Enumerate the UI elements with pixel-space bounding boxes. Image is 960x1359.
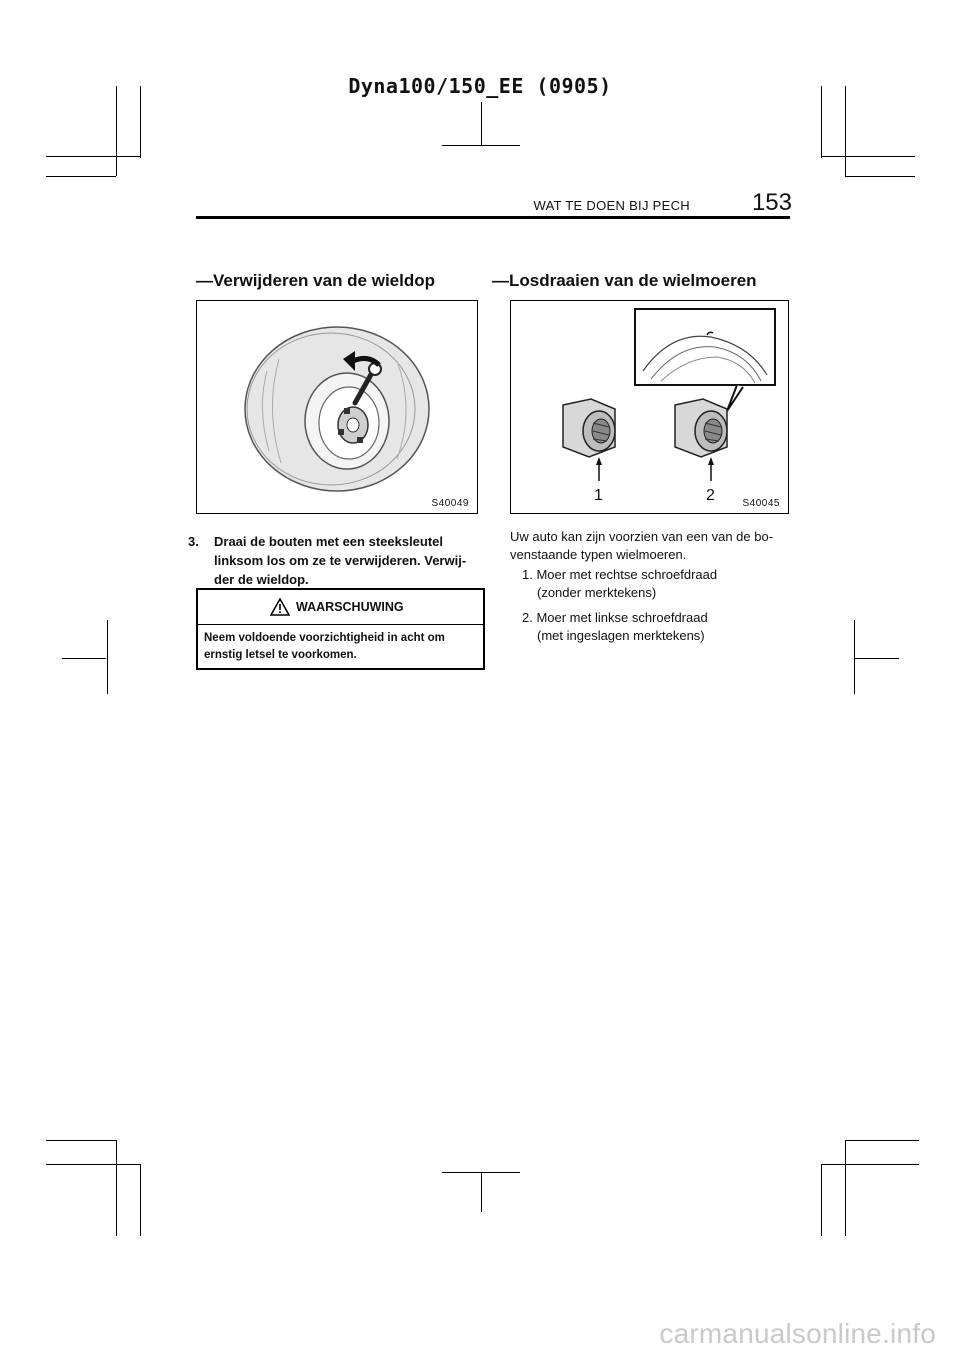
wheel-nuts-illustration [511,301,788,513]
warning-title: WAARSCHUWING [296,600,404,614]
list-item-1 [522,566,717,602]
list-item-1-line1: 1. Moer met rechtse schroefdraad [522,567,718,582]
page-number: 153 [751,189,792,216]
list-item-2-line1: 2. Moer met linkse schroefdraad [522,610,708,625]
list-item-2 [522,609,708,645]
left-heading: —Verwijderen van de wieldop [196,271,436,290]
watermark: carmanualsonline.info [659,1318,936,1349]
step-text: Draai de bouten met een steeksleutel linksom los om ze te verwijderen. Verwij-der de wieldop. [214,534,467,587]
right-heading: —Losdraaien van de wielmoeren [492,271,757,290]
figure-code: S40049 [431,498,469,509]
document-title: Dyna100/150_EE (0905) [348,74,612,98]
list-item-1-line2: (zonder merktekens) [537,585,657,600]
warning-text: Neem voldoende voorzichtigheid in acht om ernstig letsel te voorkomen. [204,632,445,661]
wheel-cap-figure [196,300,478,514]
warning-header [198,590,483,625]
section-label: WAT TE DOEN BIJ PECH [533,198,690,213]
step-number: 3. [188,534,199,549]
header-rule [196,216,790,219]
figure-label-2: 2 [706,487,715,504]
warning-triangle-icon [270,598,290,616]
wheel-with-wrench-illustration [197,301,477,513]
figure-label-1: 1 [594,487,603,504]
warning-box [196,588,485,670]
intro-paragraph: Uw auto kan zijn voorzien van een van de bo-venstaande typen wielmoeren. [510,529,774,562]
list-item-2-line2: (met ingeslagen merktekens) [537,628,705,643]
figure-code: S40045 [742,498,780,509]
wheel-nut-figure [510,300,789,514]
